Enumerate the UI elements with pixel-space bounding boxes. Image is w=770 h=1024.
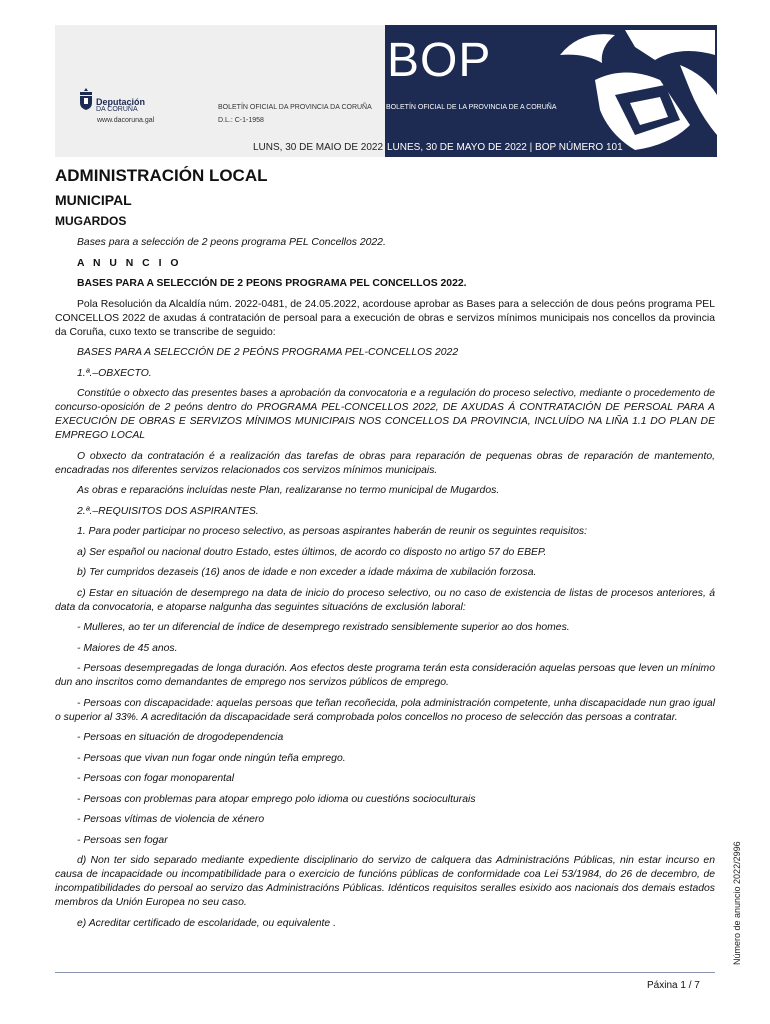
place-heading: MUGARDOS <box>55 214 127 228</box>
requirement-item: e) Acreditar certificado de escolaridade, ou equivalente . <box>77 917 336 929</box>
website-link[interactable]: www.dacoruna.gal <box>97 117 155 124</box>
list-item: - Persoas vítimas de violencia de xénero <box>77 814 265 825</box>
list-item: - Persoas desempregadas de longa duración. Aos efectos deste programa terán esta consideración aquelas persoas que leven un mínimo dun ano inscritos como demandantes de emprego nos servizos públicos de emprego. <box>55 663 715 688</box>
bases-title: BASES PARA A SELECCIÓN DE 2 PEÓNS PROGRAMA PEL-CONCELLOS 2022 <box>77 347 459 358</box>
announcement-number: Número de anuncio 2022/2996 <box>732 841 742 965</box>
logo-subtitle: DA CORUÑA <box>96 106 138 113</box>
list-item: - Persoas sen fogar <box>77 834 168 846</box>
paragraph: 1. Para poder participar no proceso selectivo, as persoas aspirantes haberán de reunir os seguintes requisitos: <box>77 526 588 537</box>
legal-deposit: D.L.: C-1-1958 <box>218 117 264 124</box>
article-title: 1.ª.–OBXECTO. <box>77 367 152 379</box>
document-body <box>55 166 715 937</box>
boletin-title-galician: BOLETÍN OFICIAL DA PROVINCIA DA CORUÑA <box>218 104 372 111</box>
requirement-item: d) Non ter sido separado mediante expediente disciplinario do servizo de calquera das Administracións Públicas, nin estar incurso en causa de incapacidade ou incompatibilidade para o exercicio de funcións públicas de conformidade coa Lei 53/1984, do 26 de decembro, de incompatibilidades do persoal ao servizo das Administracións Públicas. Idénticos requisitos seralles esixido aos nacionais dos demais estados membros da Unión Europea no seu caso. <box>55 855 715 908</box>
requirement-item: c) Estar en situación de desemprego na data de inicio do proceso selectivo, ou no caso de existencia de listas de procesos anteriores, á data da convocatoria, e atoparse nalgunha das seguintes situacións de exclusión laboral: <box>55 587 715 613</box>
list-item: - Mulleres, ao ter un diferencial de índice de desemprego rexistrado sensiblemente superior ao dos homes. <box>77 622 570 633</box>
announcement-heading: BASES PARA A SELECCIÓN DE 2 PEONS PROGRAMA PEL CONCELLOS 2022. <box>77 278 467 289</box>
paragraph: O obxecto da contratación é a realización das tarefas de obras para reparación de pequenas obras de reparación de mantemento, encadradas nos diferentes servizos relacionados cos servizos mínimos municipais. <box>55 450 715 476</box>
paragraph: Constitúe o obxecto das presentes bases a aprobación da convocatoria e a regulación do proceso selectivo, mediante o procedemento de concurso-oposición de 2 peóns dentro do PROGRAMA PEL-CONCELLOS 2022, DE AXUDAS Á CONTRATACIÓN DE PERSOAL PARA A EXECUCIÓN DE OBRAS E SERVIZOS MÍNIMOS MUNICIPAIS NOS CONCELLOS DA PROVINCIA, INCLUÍDO NA LIÑA 1.1 DO PLAN DE EMPREGO LOCAL <box>55 388 715 441</box>
article-title: 2.ª.–REQUISITOS DOS ASPIRANTES. <box>77 505 259 517</box>
date-spanish: LUNES, 30 DE MAYO DE 2022 | BOP NÚMERO 101 <box>387 142 623 153</box>
logo-name: Deputación <box>96 97 146 107</box>
list-item: - Persoas con problemas para atopar emprego polo idioma ou cuestións socioculturais <box>77 793 476 805</box>
list-item: - Persoas en situación de drogodependencia <box>77 732 284 743</box>
footer-divider <box>55 972 715 973</box>
coat-of-arms-decoration-icon <box>540 25 717 157</box>
paragraph: As obras e reparacións incluídas neste Plan, realizaranse no termo municipal de Mugardos. <box>77 485 500 496</box>
header-band <box>55 25 385 157</box>
date-galician: LUNS, 30 DE MAIO DE 2022 <box>253 142 384 153</box>
requirement-item: b) Ter cumpridos dezaseis (16) anos de idade e non exceder a idade máxima de xubilación forzosa. <box>77 567 537 578</box>
section-heading: ADMINISTRACIÓN LOCAL <box>55 166 268 185</box>
anuncio-label: A N U N C I O <box>77 257 182 269</box>
boletin-title-spanish: BOLETÍN OFICIAL DE LA PROVINCIA DE A CORUÑA <box>386 104 557 111</box>
list-item: - Persoas que vivan nun fogar onde ningún teña emprego. <box>77 752 346 764</box>
deputacion-logo-icon <box>78 88 94 110</box>
summary: Bases para a selección de 2 peons programa PEL Concellos 2022. <box>77 237 386 248</box>
list-item: - Persoas con fogar monoparental <box>77 773 235 784</box>
list-item: - Maiores de 45 anos. <box>77 642 178 654</box>
paragraph: Pola Resolución da Alcaldía núm. 2022-0481, de 24.05.2022, acordouse aprobar as Bases para a selección de dous peóns programa PEL CONCELLOS 2022 de axudas á contratación de persoal para a execución de obras e servizos mínimos municipais nos concellos da provincia da Coruña, cuxo texto se transcribe de seguido: <box>55 298 715 338</box>
page-number: Páxina 1 / 7 <box>647 980 700 991</box>
list-item: - Persoas con discapacidade: aquelas persoas que teñan recoñecida, pola administración competente, unha discapacidade nun grao igual o superior al 33%. A acreditación da discapacidade será comprobada polos concellos no proceso de selección das persoas a contratar. <box>55 697 715 723</box>
subsection-heading: MUNICIPAL <box>55 192 132 208</box>
bop-title: BOP <box>387 34 492 87</box>
requirement-item: a) Ser español ou nacional doutro Estado, estes últimos, de acordo co disposto no artigo 57 do EBEP. <box>77 546 547 558</box>
